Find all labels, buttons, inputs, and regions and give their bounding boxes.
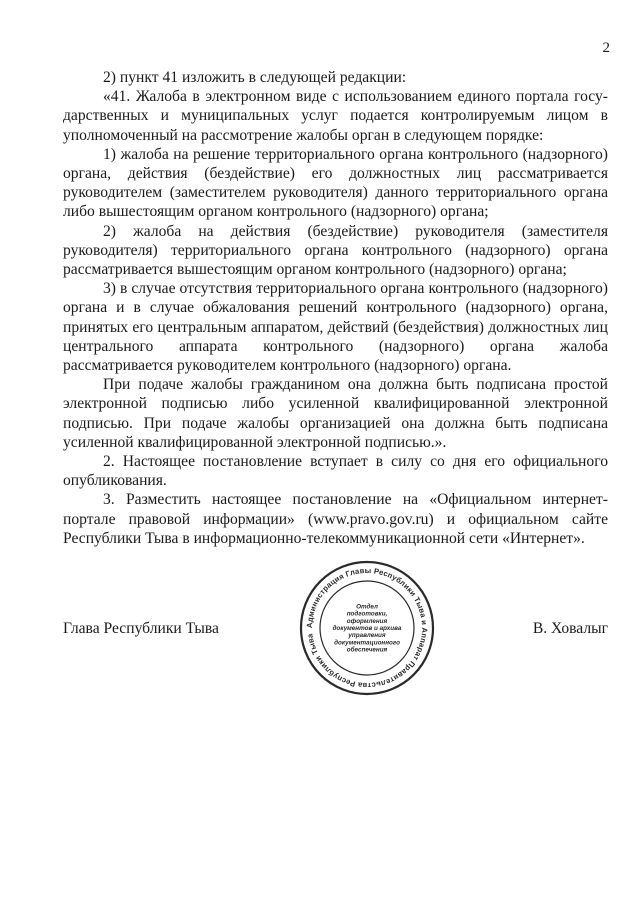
signatory-title: Глава Республики Тыва bbox=[63, 620, 219, 637]
paragraph-intro: 2) пункт 41 изложить в следующей редакции: bbox=[103, 69, 407, 86]
stamp-center-line: подготовки, bbox=[346, 610, 388, 618]
paragraph-subitem-3: 3) в случае отсутствия территориального органа контрольного (надзорного) органа и в случае обжалования решений контрольного (надзорного) органа, принятых его центральным аппаратом, действий (бездействия) должностных лиц центрального аппарата контрольного (надзорного) органа жалоба рассматривается руководителем контрольного (надзорного) органа. bbox=[63, 280, 608, 375]
document-body bbox=[63, 68, 608, 548]
paragraph-subitem-1: 1) жалоба на решение территориального органа контрольного (надзорного) органа, действия (бездействие) его должностных лиц рассматривается руководителем (заместителем руководителя) данного территориального органа либо вышестоящим органом контрольного (надзорного) органа; bbox=[63, 145, 608, 221]
paragraph-signature-requirement: При подаче жалобы гражданином она должна быть подписана простой электронной подписью либо усиленной квалифицированной электронной подписью. При подаче жалобы организацией она должна быть подписана усиленной квалифицированной электронной подписью.». bbox=[63, 376, 608, 451]
paragraph-subitem-2: 2) жалоба на действия (бездействие) руководителя (заместителя руководителя) территориального органа контрольного (надзорного) органа рассматривается вышестоящим органом контрольного (надзорного) органа; bbox=[63, 222, 608, 279]
signatory-name: В. Ховалыг bbox=[532, 620, 608, 637]
paragraph-item-41: «41. Жалоба в электронном виде с использованием единого портала государственных и муниципальных услуг подается контролируемым лицом в уполномоченный на рассмотрение жалобы орган в следующем порядке: bbox=[63, 88, 608, 144]
stamp-center-line: Отдел bbox=[356, 603, 378, 611]
stamp-center-line: документов и архива bbox=[332, 625, 402, 632]
stamp-center-line: документационного bbox=[334, 639, 400, 647]
stamp-center-line: оформления bbox=[346, 617, 388, 625]
stamp-ring-text: Администрация Главы Республики Тыва и Аппарат Правительства Республики Тыва bbox=[304, 565, 430, 691]
paragraph-point-2: 2. Настоящее постановление вступает в силу со дня его официального опубликования. bbox=[63, 453, 608, 490]
official-stamp bbox=[297, 558, 437, 698]
stamp-center-line: управления bbox=[348, 632, 386, 640]
stamp-seal-graphic bbox=[297, 558, 437, 698]
page-number: 2 bbox=[602, 40, 610, 56]
paragraph-point-3: 3. Разместить настоящее постановление на «Официальном интернет-портале правовой информации» (www.pravo.gov.ru) и официальном сайте Республики Тыва в информационно-телекоммуникационной сети «Интернет». bbox=[63, 491, 608, 547]
stamp-center-line: обеспечения bbox=[346, 646, 388, 654]
